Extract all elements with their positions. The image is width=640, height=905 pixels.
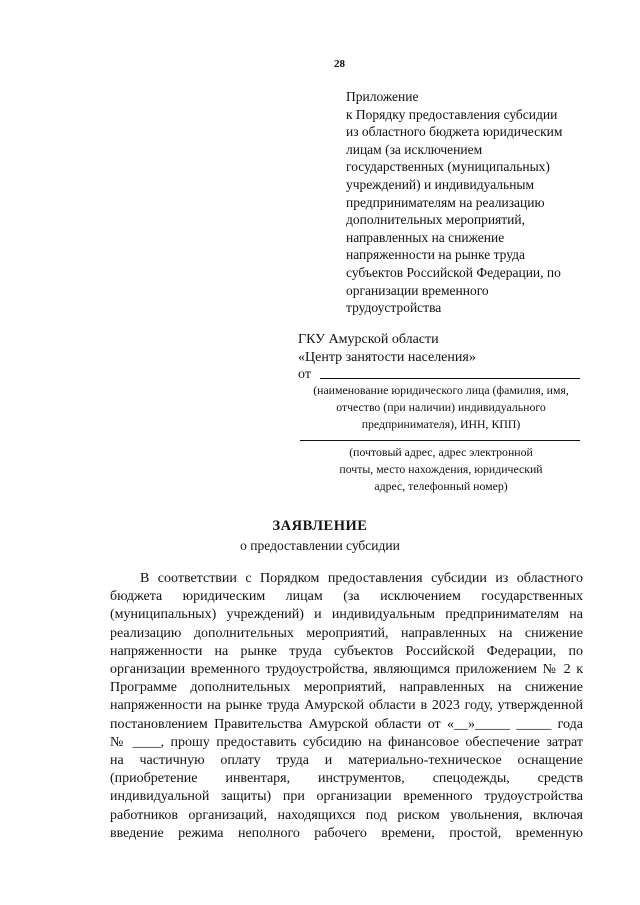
body-line: напряженности на рынке труда субъектов Российской Федерации, по bbox=[110, 643, 583, 659]
body-line: введение режима неполного рабочего времени, простой, временную bbox=[110, 825, 583, 841]
body-line: напряженности на рынке труда Амурской области в 2023 году, утвержденной bbox=[110, 698, 583, 714]
appendix-line: Приложение bbox=[346, 89, 419, 104]
applicant-fill-line bbox=[320, 378, 580, 379]
body-line: работников организаций, находящихся под риском увольнения, включая bbox=[110, 807, 583, 823]
body-line: организации временного трудоустройства, являющимся приложением № 2 к bbox=[110, 662, 583, 678]
document-title: ЗАЯВЛЕНИЕ bbox=[272, 518, 368, 534]
hint-line: (почтовый адрес, адрес электронной bbox=[349, 445, 533, 459]
appendix-line: трудоустройства bbox=[346, 300, 442, 316]
recipient-org-line: ГКУ Амурской области bbox=[298, 332, 439, 347]
hint-line: предпринимателя), ИНН, КПП) bbox=[361, 417, 521, 431]
page-number: 28 bbox=[334, 58, 345, 70]
body-line: (приобретение инвентаря, инструментов, спецодежды, средств bbox=[110, 771, 583, 787]
document-subtitle: о предоставлении субсидии bbox=[240, 538, 400, 553]
body-line: индивидуальной защиты) при организации временного трудоустройства bbox=[110, 789, 583, 805]
body-line: реализацию дополнительных мероприятий, направленных на снижение bbox=[110, 625, 583, 641]
from-field bbox=[298, 367, 580, 383]
hint-line: (наименование юридического лица (фамилия, имя, bbox=[313, 383, 569, 397]
body-line: Программе дополнительных мероприятий, направленных на снижение bbox=[110, 680, 583, 696]
appendix-line: дополнительных мероприятий, bbox=[346, 212, 525, 228]
application-body bbox=[110, 570, 583, 843]
appendix-line: напряженности на рынке труда bbox=[346, 247, 526, 263]
appendix-line: лицам (за исключением bbox=[346, 141, 483, 157]
appendix-line: к Порядку предоставления субсидии bbox=[346, 106, 558, 122]
appendix-line: государственных (муниципальных) bbox=[346, 159, 550, 175]
body-line: № ____, прошу предоставить субсидию на финансовое обеспечение затрат bbox=[110, 734, 583, 750]
appendix-line: предпринимателям на реализацию bbox=[346, 194, 545, 210]
body-line: на частичную оплату труда и материально-техническое оснащение bbox=[110, 753, 583, 769]
appendix-line: из областного бюджета юридическим bbox=[346, 124, 563, 140]
appendix-line: направленных на снижение bbox=[346, 229, 505, 245]
recipient-org-line: «Центр занятости населения» bbox=[298, 350, 476, 365]
appendix-line: субъектов Российской Федерации, по bbox=[346, 264, 561, 280]
appendix-line: организации временного bbox=[346, 282, 489, 298]
body-line: В соответствии с Порядком предоставления субсидии из областного bbox=[140, 571, 583, 586]
hint-line: отчество (при наличии) индивидуального bbox=[336, 400, 546, 414]
body-line: бюджета юридическим лицам (за исключением государственных bbox=[110, 589, 583, 605]
hint-line: адрес, телефонный номер) bbox=[374, 479, 508, 493]
body-line: постановлением Правительства Амурской области от «__»_____ _____ года bbox=[110, 716, 583, 732]
address-hint bbox=[300, 444, 582, 495]
recipient-block bbox=[298, 331, 476, 367]
appendix-line: учреждений) и индивидуальным bbox=[346, 176, 535, 192]
address-fill-line bbox=[300, 440, 580, 441]
appendix-header bbox=[346, 88, 591, 317]
hint-line: почты, место нахождения, юридический bbox=[339, 462, 543, 476]
body-line: (муниципальных) учреждений) и индивидуальным предпринимателям на bbox=[110, 607, 583, 623]
from-label: от bbox=[298, 367, 311, 382]
applicant-hint bbox=[300, 382, 582, 433]
